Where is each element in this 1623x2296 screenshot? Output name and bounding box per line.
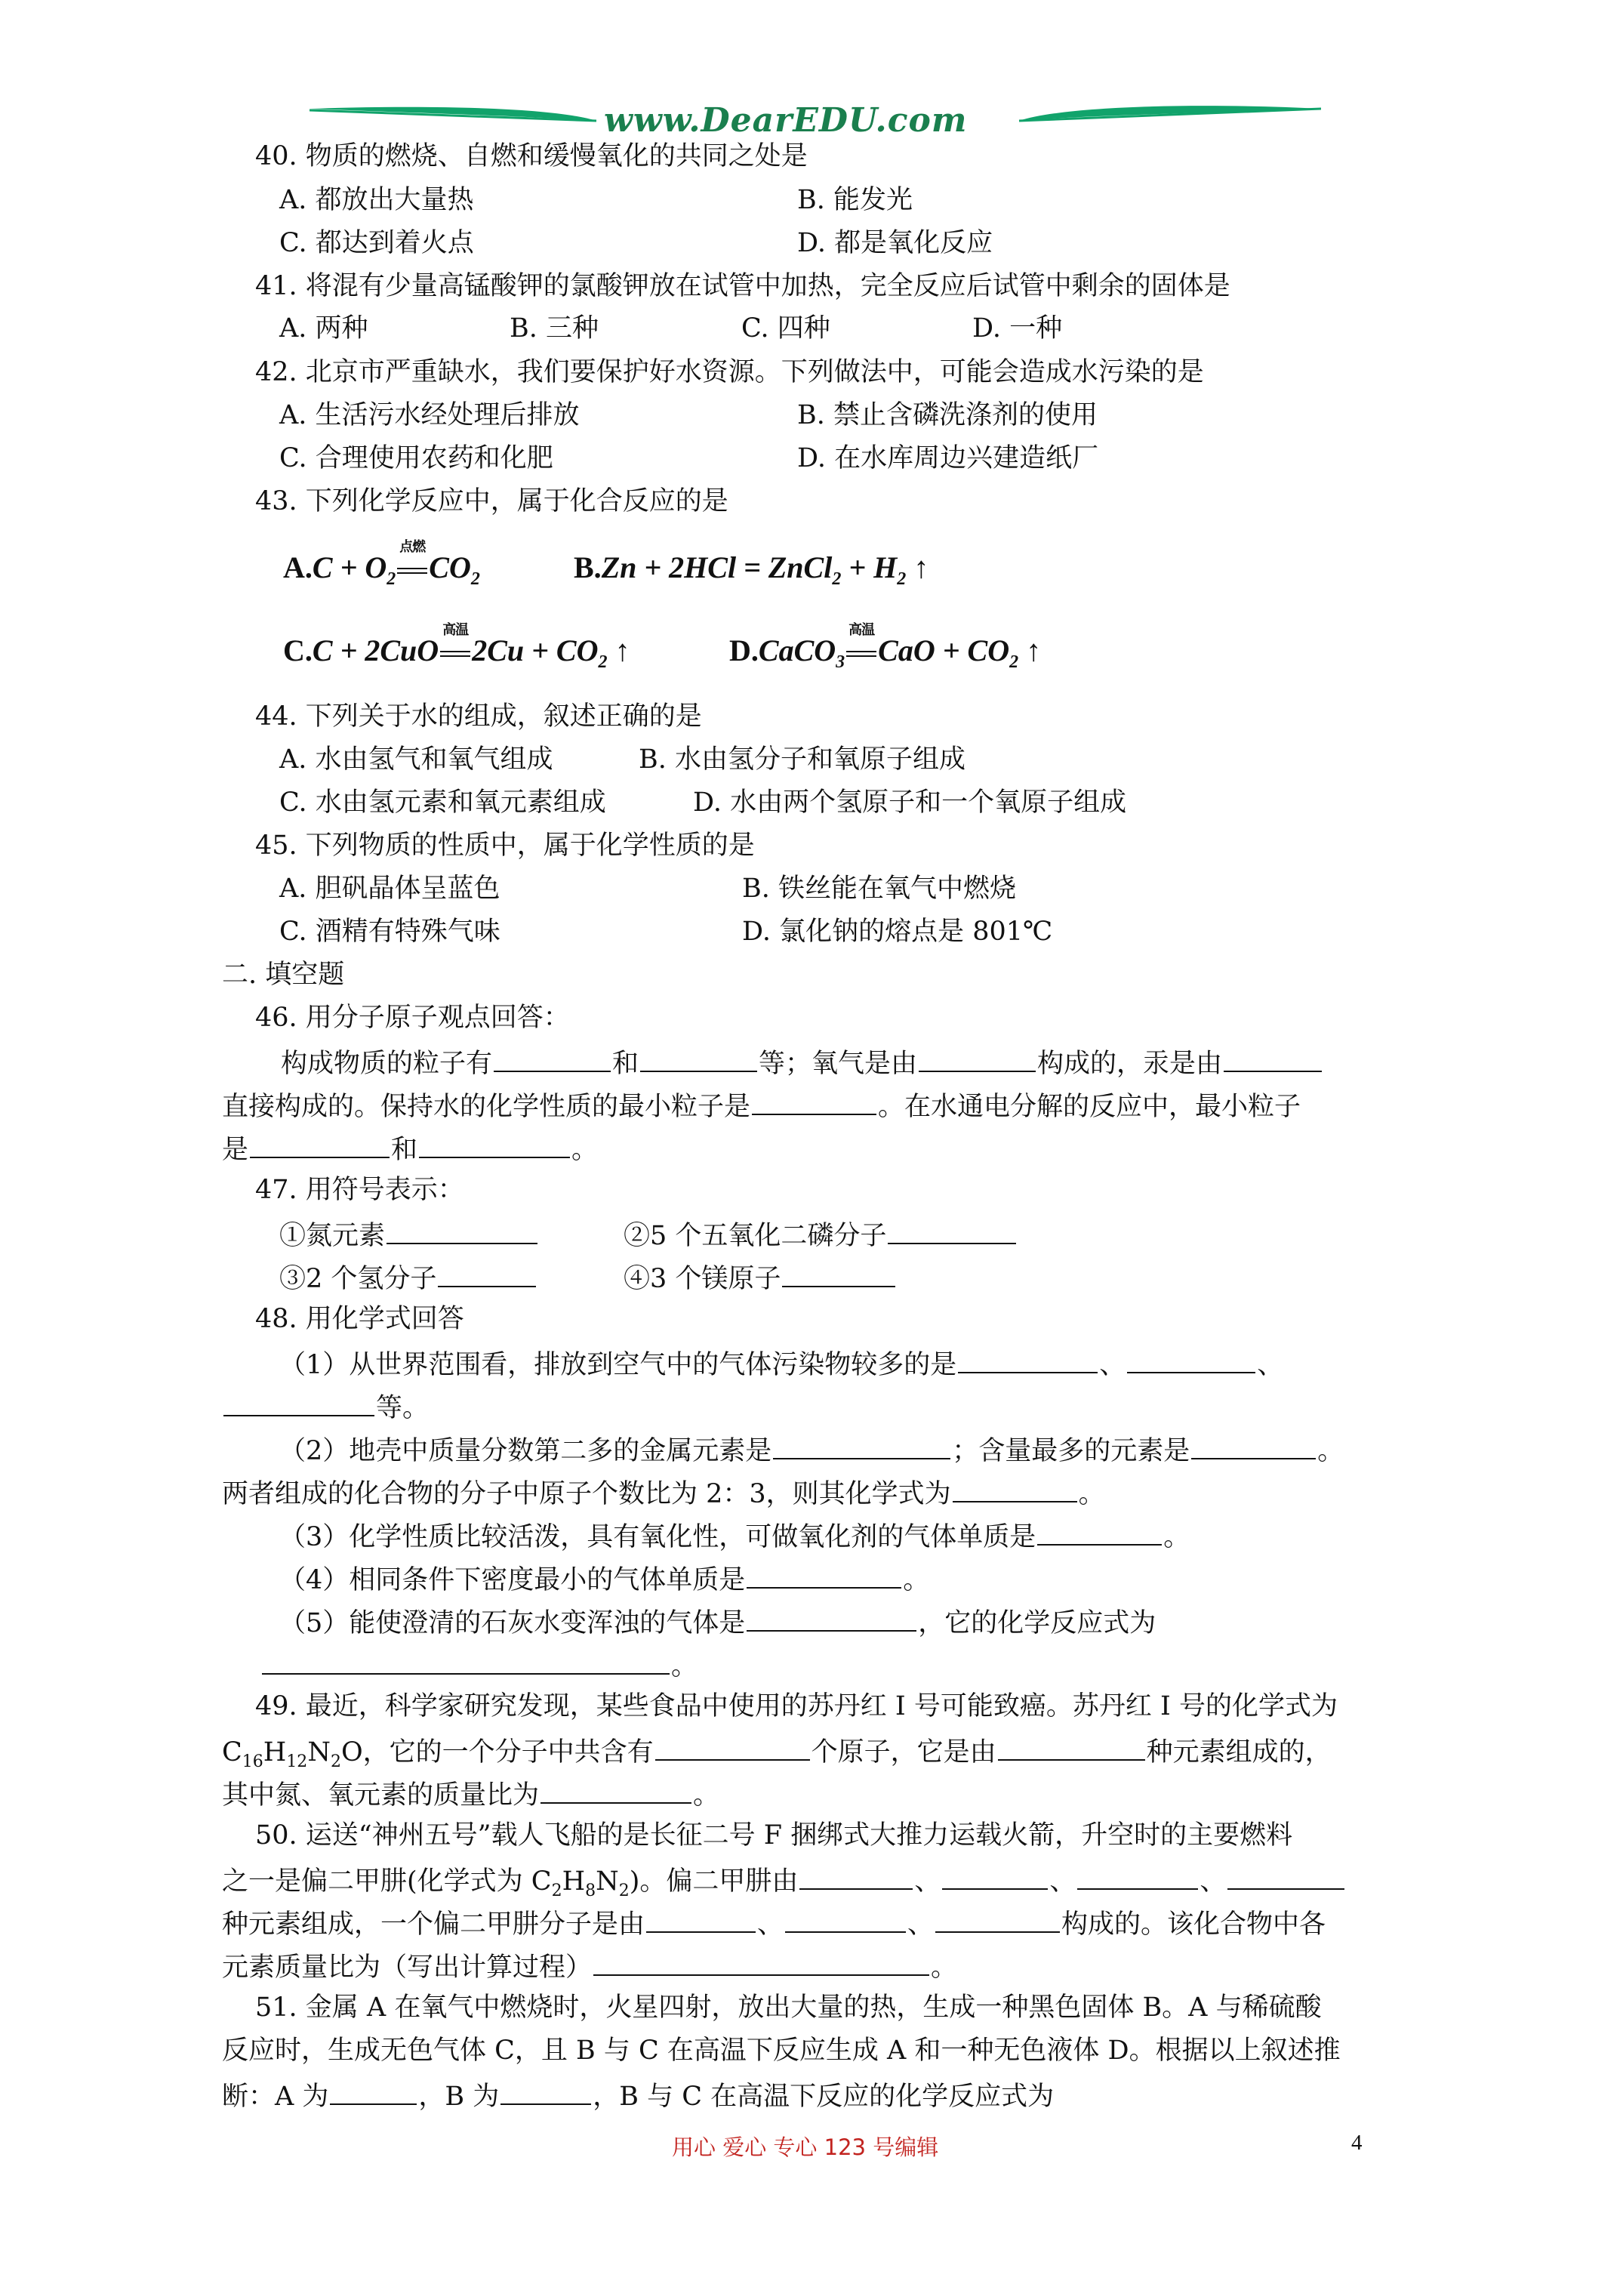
answer-blank[interactable] — [500, 2081, 591, 2105]
q40-stem: 40. 物质的燃烧、自燃和缓慢氧化的共同之处是 — [255, 141, 808, 171]
site-url[interactable]: www.DearEDU.com — [604, 101, 968, 140]
sudan-formula: $C_{16}H_{12}N_2O$ — [222, 1737, 363, 1771]
q48-part4: （4）相同条件下密度最小的气体单质是 。 — [279, 1565, 930, 1595]
q44-option-a: A. 水由氢气和氧气组成 — [279, 744, 553, 775]
q45-option-c: C. 酒精有特殊气味 — [279, 917, 500, 947]
answer-blank[interactable] — [646, 1909, 756, 1933]
page-number: 4 — [1351, 2131, 1363, 2155]
q46-stem: 46. 用分子原子观点回答： — [255, 1003, 570, 1033]
q44-option-b: B. 水由氢分子和氧原子组成 — [639, 744, 965, 775]
answer-blank[interactable] — [1191, 1435, 1316, 1459]
answer-blank[interactable] — [958, 1349, 1098, 1373]
q43-equation-d: D.CaCO$_3$ 高温 CaO + $CO_2$ ↑ — [729, 633, 1041, 673]
q45-option-d: D. 氯化钠的熔点是 801℃ — [742, 917, 1053, 947]
q42-option-a: A. 生活污水经处理后排放 — [279, 400, 580, 430]
footer-credit: 用心 爱心 专心 123 号编辑 — [672, 2134, 939, 2160]
q48-part5-line2: 。 — [260, 1650, 698, 1680]
site-header-banner — [310, 98, 1321, 143]
q50-line1: 50. 运送“神州五号”载人飞船的是长征二号 F 捆绑式大推力运载火箭，升空时的主要燃料 — [255, 1820, 1293, 1851]
answer-blank[interactable] — [799, 1866, 913, 1890]
answer-blank[interactable] — [782, 1263, 895, 1287]
q40-option-a: A. 都放出大量热 — [279, 185, 474, 215]
answer-blank[interactable] — [888, 1220, 1016, 1244]
condition-ignite: 点燃 — [399, 539, 426, 555]
q47-stem: 47. 用符号表示： — [255, 1175, 464, 1205]
condition-heat: 高温 — [848, 622, 875, 638]
q49-line3: 其中氮、氧元素的质量比为 。 — [222, 1780, 720, 1811]
answer-blank[interactable] — [747, 1607, 916, 1632]
section-heading-fill-in: 二. 填空题 — [222, 960, 345, 990]
q44-option-c: C. 水由氢元素和氧元素组成 — [279, 787, 606, 818]
q47-item3: ③2 个氢分子 — [279, 1263, 537, 1293]
q48-stem: 48. 用化学式回答 — [255, 1304, 464, 1334]
q42-stem: 42. 北京市严重缺水，我们要保护好水资源。下列做法中，可能会造成水污染的是 — [255, 357, 1204, 387]
q45-option-b: B. 铁丝能在氧气中燃烧 — [742, 874, 1016, 904]
answer-blank[interactable] — [540, 1780, 691, 1804]
q41-option-c: C. 四种 — [741, 313, 830, 344]
q43-equation-a: $A.C + O_2$ 点燃 $CO_2$ — [283, 550, 480, 590]
q48-part5-line1: （5）能使澄清的石灰水变浑浊的气体是 ，它的化学反应式为 — [279, 1608, 1156, 1638]
answer-blank[interactable] — [419, 1134, 570, 1158]
answer-blank[interactable] — [387, 1220, 537, 1244]
q48-part1-line1: （1）从世界范围看，排放到空气中的气体污染物较多的是 、 、 — [279, 1350, 1284, 1380]
q43-equation-c: C.C + 2CuO 高温 $2Cu + CO_2$ ↑ — [283, 633, 630, 673]
q50-line2: 之一是偏二甲肼(化学式为 $C_2H_8N_2$)。偏二甲肼由 、 、 、 — [222, 1866, 1346, 1900]
answer-blank[interactable] — [1224, 1048, 1322, 1072]
q43-stem: 43. 下列化学反应中，属于化合反应的是 — [255, 486, 728, 516]
q46-line2: 直接构成的。保持水的化学性质的最小粒子是 。在水通电分解的反应中，最小粒子 — [222, 1092, 1301, 1122]
answer-blank[interactable] — [942, 1866, 1048, 1890]
answer-blank[interactable] — [747, 1564, 901, 1589]
answer-blank[interactable] — [262, 1650, 670, 1675]
q44-stem: 44. 下列关于水的组成，叙述正确的是 — [255, 701, 702, 732]
q40-option-b: B. 能发光 — [797, 185, 913, 215]
answer-blank[interactable] — [438, 1263, 536, 1287]
q49-line1: 49. 最近，科学家研究发现，某些食品中使用的苏丹红 I 号可能致癌。苏丹红 I 号的化学式为 — [255, 1691, 1338, 1721]
condition-heat: 高温 — [442, 622, 469, 638]
answer-blank[interactable] — [494, 1048, 611, 1072]
q48-part1-line2: 等。 — [222, 1392, 429, 1422]
answer-blank[interactable] — [919, 1048, 1036, 1072]
q47-item2: ②5 个五氧化二磷分子 — [624, 1220, 1018, 1250]
q51-line3: 断：A 为 ，B 为 ，B 与 C 在高温下反应的化学反应式为 — [222, 2082, 1055, 2112]
q50-line4: 元素质量比为（写出计算过程） 。 — [222, 1952, 958, 1983]
answer-blank[interactable] — [785, 1909, 906, 1933]
answer-blank[interactable] — [223, 1392, 374, 1416]
answer-blank[interactable] — [655, 1737, 810, 1761]
answer-blank[interactable] — [935, 1909, 1060, 1933]
answer-blank[interactable] — [1227, 1866, 1344, 1890]
q42-option-c: C. 合理使用农药和化肥 — [279, 443, 553, 473]
answer-blank[interactable] — [640, 1048, 757, 1072]
answer-blank[interactable] — [330, 2081, 417, 2105]
q41-option-a: A. 两种 — [279, 313, 368, 344]
answer-blank[interactable] — [1127, 1349, 1255, 1373]
q47-item4: ④3 个镁原子 — [624, 1263, 897, 1293]
q40-option-c: C. 都达到着火点 — [279, 228, 474, 258]
answer-blank[interactable] — [773, 1435, 950, 1459]
q41-option-b: B. 三种 — [510, 313, 599, 344]
q51-line2: 反应时，生成无色气体 C，且 B 与 C 在高温下反应生成 A 和一种无色液体 D。根据以上叙述推 — [222, 2036, 1341, 2066]
q40-option-d: D. 都是氧化反应 — [797, 228, 993, 258]
answer-blank[interactable] — [593, 1952, 929, 1976]
q48-part2-line1: （2）地壳中质量分数第二多的金属元素是 ；含量最多的元素是 。 — [279, 1436, 1344, 1466]
q45-option-a: A. 胆矾晶体呈蓝色 — [279, 874, 500, 904]
q46-line1: 构成物质的粒子有 和 等；氧气是由 构成的，汞是由 — [281, 1048, 1323, 1077]
q48-part3: （3）化学性质比较活泼，具有氧化性，可做氧化剂的气体单质是 。 — [279, 1522, 1190, 1552]
answer-blank[interactable] — [998, 1737, 1145, 1761]
q42-option-b: B. 禁止含磷洗涤剂的使用 — [797, 400, 1098, 430]
q45-stem: 45. 下列物质的性质中，属于化学性质的是 — [255, 831, 755, 861]
q42-option-d: D. 在水库周边兴建造纸厂 — [797, 443, 1099, 473]
q51-line1: 51. 金属 A 在氧气中燃烧时，火星四射，放出大量的热，生成一种黑色固体 B。A 与稀硫酸 — [255, 1992, 1322, 2023]
answer-blank[interactable] — [250, 1134, 390, 1158]
q49-line2: $C_{16}H_{12}N_2O$，它的一个分子中共含有 个原子，它是由 种元素组成的， — [222, 1737, 1332, 1771]
q41-option-d: D. 一种 — [972, 313, 1063, 344]
answer-blank[interactable] — [752, 1091, 876, 1115]
q41-stem: 41. 将混有少量高锰酸钾的氯酸钾放在试管中加热，完全反应后试管中剩余的固体是 — [255, 271, 1230, 301]
answer-blank[interactable] — [1037, 1521, 1162, 1546]
answer-blank[interactable] — [1077, 1866, 1198, 1890]
q46-line3: 是 和 。 — [222, 1135, 599, 1165]
answer-blank[interactable] — [953, 1478, 1077, 1502]
q47-item1: ①氮元素 — [279, 1220, 539, 1250]
q50-line3: 种元素组成，一个偏二甲肼分子是由 、 、 构成的。该化合物中各 — [222, 1909, 1326, 1940]
q43-equation-b: B.Zn + 2HCl = ZnCl$_2$ + $H_2$ ↑ — [574, 550, 929, 589]
q48-part2-line2: 两者组成的化合物的分子中原子个数比为 2：3，则其化学式为 。 — [222, 1479, 1105, 1509]
q44-option-d: D. 水由两个氢原子和一个氧原子组成 — [693, 787, 1127, 818]
